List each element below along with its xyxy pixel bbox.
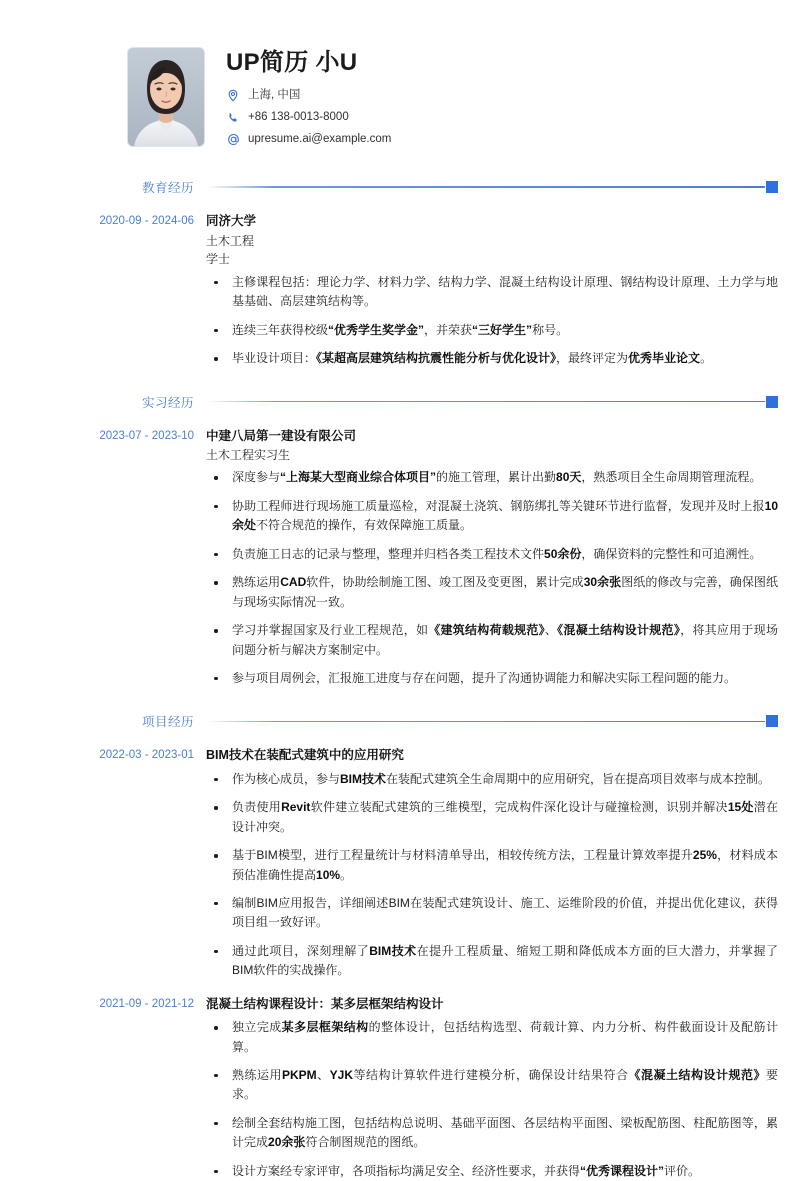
entry-bullet-list	[206, 273, 778, 369]
entry-bullet: 主修课程包括：理论力学、材料力学、结构力学、混凝土结构设计原理、钢结构设计原理、土力学与地基基础、高层建筑结构等。	[206, 273, 778, 312]
entry-date: 2020-09 - 2024-06	[99, 215, 194, 228]
section-header	[0, 176, 800, 198]
entry-bullet: 毕业设计项目：《某超高层建筑结构抗震性能分析与优化设计》，最终评定为优秀毕业论文。	[206, 349, 778, 368]
entry-degree: 学士	[206, 252, 231, 267]
entry-body	[206, 746, 778, 980]
entry-organization: 中建八局第一建设有限公司	[206, 428, 357, 443]
entry-date: 2021-09 - 2021-12	[99, 997, 194, 1010]
section-header	[0, 710, 800, 732]
section-end-marker	[766, 181, 778, 193]
entry-body	[206, 212, 778, 368]
entry-body	[206, 995, 778, 1181]
entry-organization: BIM技术在装配式建筑中的应用研究	[206, 748, 404, 763]
entry-bullet: 独立完成某多层框架结构的整体设计，包括结构选型、荷载计算、内力分析、构件截面设计及配筋计算。	[206, 1018, 778, 1057]
entry-subtitle: 土木工程	[206, 233, 255, 248]
entry-organization: 同济大学	[206, 214, 257, 229]
section-end-marker	[766, 396, 778, 408]
section-end-marker	[766, 715, 778, 727]
location-pin-icon	[226, 89, 240, 103]
email-at-icon	[226, 133, 240, 147]
entry-bullet: 学习并掌握国家及行业工程规范，如《建筑结构荷载规范》、《混凝土结构设计规范》，将其应用于现场问题分析与解决方案制定中。	[206, 621, 778, 660]
resume-entry	[0, 212, 800, 368]
resume-section	[0, 176, 800, 368]
entry-bullet: 基于BIM模型，进行工程量统计与材料清单导出，相较传统方法，工程量计算效率提升25%，材料成本预估准确性提高10%。	[206, 846, 778, 885]
resume-section	[0, 391, 800, 689]
entry-bullet-list	[206, 468, 778, 688]
entry-bullet: 通过此项目，深刻理解了BIM技术在提升工程质量、缩短工期和降低成本方面的巨大潜力，并掌握了BIM软件的实战操作。	[206, 942, 778, 981]
section-divider	[206, 401, 765, 403]
resume-sections	[0, 176, 800, 1181]
entry-bullet: 连续三年获得校级“优秀学生奖学金”，并荣获“三好学生”称号。	[206, 321, 778, 340]
entry-bullet: 熟练运用CAD软件，协助绘制施工图、竣工图及变更图，累计完成30余张图纸的修改与完善，确保图纸与现场实际情况一致。	[206, 573, 778, 612]
section-divider	[206, 186, 765, 188]
entry-bullet-list	[206, 770, 778, 981]
entry-date: 2022-03 - 2023-01	[99, 749, 194, 762]
entry-bullet: 负责使用Revit软件建立装配式建筑的三维模型，完成构件深化设计与碰撞检测，识别并解决15处潜在设计冲突。	[206, 798, 778, 837]
section-title: 项目经历	[141, 715, 194, 730]
entry-body	[206, 427, 778, 689]
section-header	[0, 391, 800, 413]
entry-bullet-list	[206, 1018, 778, 1181]
resume-entry	[0, 746, 800, 980]
contact-location	[226, 88, 391, 103]
page-title: UP简历 小U	[226, 49, 358, 76]
entry-bullet: 协助工程师进行现场施工质量巡检，对混凝土浇筑、钢筋绑扎等关键环节进行监督，发现并及时上报10余处不符合规范的操作，有效保障施工质量。	[206, 497, 778, 536]
entry-bullet: 深度参与“上海某大型商业综合体项目”的施工管理，累计出勤80天，熟悉项目全生命周期管理流程。	[206, 468, 778, 487]
section-divider	[206, 721, 765, 723]
contact-email-text: upresume.ai@example.com	[248, 133, 392, 146]
phone-icon	[226, 111, 240, 125]
section-title: 实习经历	[141, 395, 194, 410]
entry-bullet: 绘制全套结构施工图，包括结构总说明、基础平面图、各层结构平面图、梁板配筋图、柱配筋图等，累计完成20余张符合制图规范的图纸。	[206, 1114, 778, 1153]
contact-email	[226, 132, 391, 147]
entry-bullet: 负责施工日志的记录与整理，整理并归档各类工程技术文件50余份，确保资料的完整性和可追溯性。	[206, 545, 778, 564]
entry-bullet: 熟练运用PKPM、YJK等结构计算软件进行建模分析，确保设计结果符合《混凝土结构设计规范》要求。	[206, 1066, 778, 1105]
resume-entry	[0, 995, 800, 1181]
resume-entry	[0, 427, 800, 689]
resume-header	[0, 0, 800, 154]
entry-organization: 混凝土结构课程设计：某多层框架结构设计	[206, 996, 444, 1011]
entry-bullet: 设计方案经专家评审，各项指标均满足安全、经济性要求，并获得“优秀课程设计”评价。	[206, 1162, 778, 1181]
resume-section	[0, 710, 800, 1181]
entry-subtitle: 土木工程实习生	[206, 447, 291, 462]
contact-location-text: 上海, 中国	[248, 89, 301, 102]
contact-phone	[226, 110, 391, 125]
entry-bullet: 编制BIM应用报告，详细阐述BIM在装配式建筑设计、施工、运维阶段的价值，并提出优化建议，获得项目组一致好评。	[206, 894, 778, 933]
entry-date: 2023-07 - 2023-10	[99, 429, 194, 442]
entry-bullet: 参与项目周例会，汇报施工进度与存在问题，提升了沟通协调能力和解决实际工程问题的能力。	[206, 669, 778, 688]
entry-bullet: 作为核心成员，参与BIM技术在装配式建筑全生命周期中的应用研究，旨在提高项目效率与成本控制。	[206, 770, 778, 789]
header-info	[226, 48, 391, 154]
avatar	[128, 48, 204, 146]
contact-phone-text: +86 138-0013-8000	[248, 111, 349, 124]
section-title: 教育经历	[141, 181, 194, 196]
